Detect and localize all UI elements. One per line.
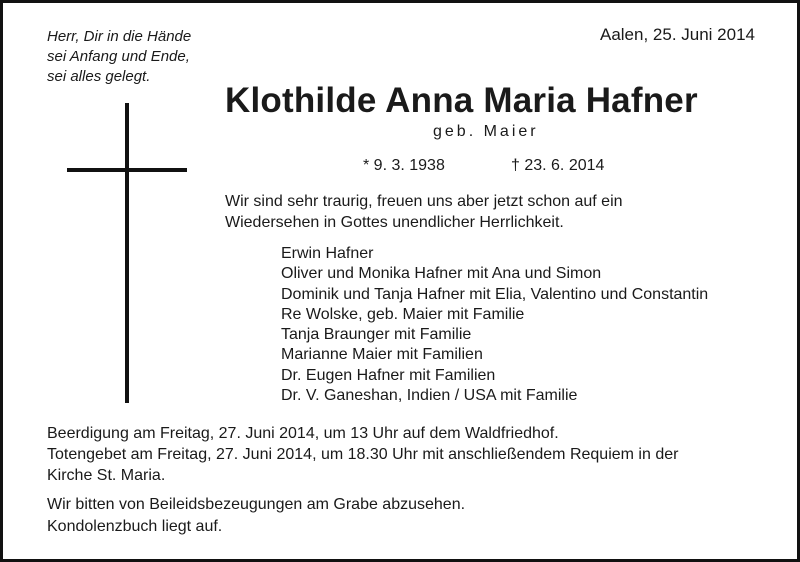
mourner-entry: Tanja Braunger mit Familie [281, 326, 472, 344]
funeral-line: Beerdigung am Freitag, 27. Juni 2014, um 13 Uhr auf dem Waldfriedhof. [47, 425, 559, 442]
deceased-name: Klothilde Anna Maria Hafner [225, 81, 698, 120]
message-line: Wiedersehen in Gottes unendlicher Herrlichkeit. [225, 214, 564, 231]
bible-verse [47, 27, 191, 87]
death-date: † 23. 6. 2014 [511, 157, 605, 174]
cross-vertical-bar [125, 103, 129, 403]
funeral-details [47, 423, 767, 486]
closing-notes [47, 494, 465, 538]
note-line: Wir bitten von Beileidsbezeugungen am Grabe abzusehen. [47, 496, 466, 513]
funeral-line: Totengebet am Freitag, 27. Juni 2014, um 18.30 Uhr mit anschließendem Requiem in der [47, 446, 679, 463]
mourner-entry: Marianne Maier mit Familien [281, 346, 483, 364]
verse-line: Herr, Dir in die Hände [47, 28, 192, 45]
verse-line: sei alles gelegt. [47, 68, 151, 85]
message-line: Wir sind sehr traurig, freuen uns aber jetzt schon auf ein [225, 193, 623, 210]
maiden-name: geb. Maier [433, 123, 539, 140]
mourner-entry: Erwin Hafner [281, 245, 374, 262]
mourner-entry: Dominik und Tanja Hafner mit Elia, Valentino und Constantin [281, 285, 709, 303]
mourner-entry: Dr. Eugen Hafner mit Familien [281, 366, 496, 384]
cross-horizontal-bar [67, 168, 187, 172]
verse-line: sei Anfang und Ende, [47, 48, 190, 65]
place-date: Aalen, 25. Juni 2014 [599, 25, 755, 44]
note-line: Kondolenzbuch liegt auf. [47, 518, 223, 535]
mourners-list [281, 244, 708, 406]
mourning-message [225, 191, 685, 233]
mourner-entry: Dr. V. Ganeshan, Indien / USA mit Familie [281, 387, 578, 405]
birth-date: * 9. 3. 1938 [363, 157, 445, 174]
mourner-entry: Re Wolske, geb. Maier mit Familie [281, 305, 525, 323]
funeral-line: Kirche St. Maria. [47, 467, 166, 484]
mourner-entry: Oliver und Monika Hafner mit Ana und Simon [281, 265, 602, 283]
